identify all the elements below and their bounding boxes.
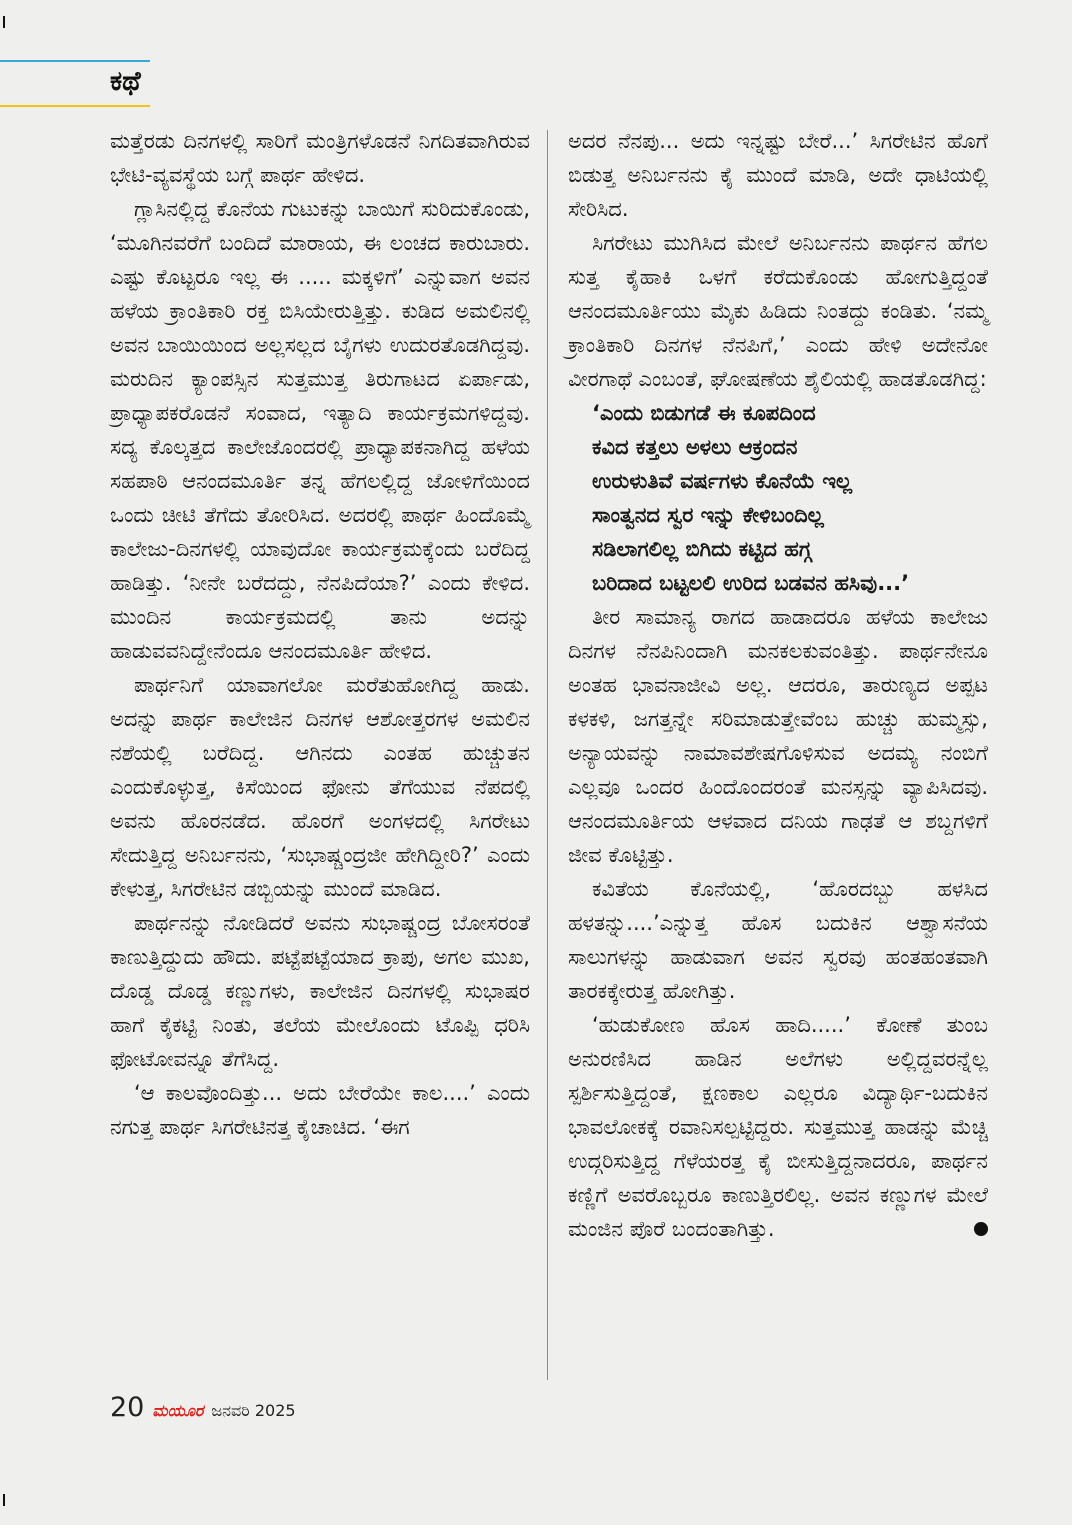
column-divider [547,130,548,1380]
page-number: 20 [110,1392,145,1423]
paragraph-text: ‘ಹುಡುಕೋಣ ಹೊಸ ಹಾದಿ.....’ ಕೋಣೆ ತುಂಬ ಅನುರಣಿಸಿದ ಹಾಡಿನ ಅಲೆಗಳು ಅಲ್ಲಿದ್ದವರನ್ನೆಲ್ಲ ಸ್ಪರ್ಶಿಸುತ್ತಿದ್ದಂತೆ, ಕ್ಷಣಕಾಲ ಎಲ್ಲರೂ ವಿದ್ಯಾರ್ಥಿ-ಬದುಕಿನ ಭಾವಲೋಕಕ್ಕೆ ರವಾನಿಸಲ್ಪಟ್ಟಿದ್ದರು. ಸುತ್ತಮುತ್ತ ಹಾಡನ್ನು ಮೆಚ್ಚಿ ಉದ್ಗರಿಸುತ್ತಿದ್ದ ಗೆಳೆಯರತ್ತ ಕೈ ಬೀಸುತ್ತಿದ್ದನಾದರೂ, ಪಾರ್ಥನ ಕಣ್ಣಿಗೆ ಅವರೊಬ್ಬರೂ ಕಾಣುತ್ತಿರಲಿಲ್ಲ. ಅವನ ಕಣ್ಣುಗಳ ಮೇಲೆ ಮಂಜಿನ ಪೊರೆ ಬಂದಂತಾಗಿತ್ತು. [568,1013,988,1241]
crop-mark-bottom-left [3,1494,5,1506]
paragraph-final [568,1008,988,1246]
page-footer [110,1392,296,1423]
paragraph: ‘ಆ ಕಾಲವೊಂದಿತ್ತು... ಅದು ಬೇರೆಯೇ ಕಾಲ....’ ಎಂದು ನಗುತ್ತ ಪಾರ್ಥ ಸಿಗರೇಟಿನತ್ತ ಕೈಚಾಚಿದ. ‘ಈಗ [110,1081,530,1139]
right-column [568,124,988,1246]
paragraph: ಪಾರ್ಥನನ್ನು ನೋಡಿದರೆ ಅವನು ಸುಭಾಷ್ಚಂದ್ರ ಬೋಸರಂತೆ ಕಾಣುತ್ತಿದ್ದುದು ಹೌದು. ಪಟ್ಟೆಪಟ್ಟೆಯಾದ ಕ್ರಾಪು, ಅಗಲ ಮುಖ, ದೊಡ್ಡ ದೊಡ್ಡ ಕಣ್ಣುಗಳು, ಕಾಲೇಜಿನ ದಿನಗಳಲ್ಲಿ ಸುಭಾಷರ ಹಾಗೆ ಕೈಕಟ್ಟಿ ನಿಂತು, ತಲೆಯ ಮೇಲೊಂದು ಟೊಪ್ಪಿ ಧರಿಸಿ ಫೋಟೋವನ್ನೂ ತೆಗೆಸಿದ್ದ. [110,911,530,1071]
paragraph: ಪಾರ್ಥನಿಗೆ ಯಾವಾಗಲೋ ಮರೆತುಹೋಗಿದ್ದ ಹಾಡು. ಅದನ್ನು ಪಾರ್ಥ ಕಾಲೇಜಿನ ದಿನಗಳ ಆಶೋತ್ತರಗಳ ಅಮಲಿನ ನಶೆಯಲ್ಲಿ ಬರೆದಿದ್ದ. ಆಗಿನದು ಎಂತಹ ಹುಚ್ಚುತನ ಎಂದುಕೊಳ್ಳುತ್ತ, ಕಿಸೆಯಿಂದ ಫೋನು ತೆಗೆಯುವ ನೆಪದಲ್ಲಿ ಅವನು ಹೊರನಡೆದ. ಹೊರಗೆ ಅಂಗಳದಲ್ಲಿ ಸಿಗರೇಟು ಸೇದುತ್ತಿದ್ದ ಅನಿರ್ಬನನು, ‘ಸುಭಾಷ್ಚಂದ್ರಜೀ ಹೇಗಿದ್ದೀರಿ?’ ಎಂದು ಕೇಳುತ್ತ, ಸಿಗರೇಟಿನ ಡಬ್ಬಿಯನ್ನು ಮುಂದೆ ಮಾಡಿದ. [110,673,530,901]
paragraph: ಸಿಗರೇಟು ಮುಗಿಸಿದ ಮೇಲೆ ಅನಿರ್ಬನನು ಪಾರ್ಥನ ಹೆಗಲ ಸುತ್ತ ಕೈಹಾಕಿ ಒಳಗೆ ಕರೆದುಕೊಂಡು ಹೋಗುತ್ತಿದ್ದಂತೆ ಆನಂದಮೂರ್ತಿಯು ಮೈಕು ಹಿಡಿದು ನಿಂತದ್ದು ಕಂಡಿತು. ‘ನಮ್ಮ ಕ್ರಾಂತಿಕಾರಿ ದಿನಗಳ ನೆನಪಿಗೆ,’ ಎಂದು ಹೇಳಿ ಅದೇನೋ ವೀರಗಾಥೆ ಎಂಬಂತೆ, ಘೋಷಣೆಯ ಶೈಲಿಯಲ್ಲಿ ಹಾಡತೊಡಗಿದ್ದ: [568,231,988,391]
paragraph: ಗ್ಲಾಸಿನಲ್ಲಿದ್ದ ಕೊನೆಯ ಗುಟುಕನ್ನು ಬಾಯಿಗೆ ಸುರಿದುಕೊಂಡು, ‘ಮೂಗಿನವರೆಗೆ ಬಂದಿದೆ ಮಾರಾಯ, ಈ ಲಂಚದ ಕಾರುಬಾರು. ಎಷ್ಟು ಕೊಟ್ಟರೂ ಇಲ್ಲ ಈ ..... ಮಕ್ಕಳಿಗೆ’ ಎನ್ನುವಾಗ ಅವನ ಹಳೆಯ ಕ್ರಾಂತಿಕಾರಿ ರಕ್ತ ಬಿಸಿಯೇರುತ್ತಿತ್ತು. ಕುಡಿದ ಅಮಲಿನಲ್ಲಿ ಅವನ ಬಾಯಿಯಿಂದ ಅಲ್ಲಸಲ್ಲದ ಬೈಗಳು ಉದುರತೊಡಗಿದ್ದವು. ಮರುದಿನ ಕ್ಯಾಂಪಸ್ಸಿನ ಸುತ್ತಮುತ್ತ ತಿರುಗಾಟದ ಏರ್ಪಾಡು, ಪ್ರಾಧ್ಯಾಪಕರೊಡನೆ ಸಂವಾದ, ಇತ್ಯಾದಿ ಕಾರ್ಯಕ್ರಮಗಳಿದ್ದವು. ಸದ್ಯ ಕೊಲ್ಕತ್ತದ ಕಾಲೇಜೊಂದರಲ್ಲಿ ಪ್ರಾಧ್ಯಾಪಕನಾಗಿದ್ದ ಹಳೆಯ ಸಹಪಾಠಿ ಆನಂದಮೂರ್ತಿ ತನ್ನ ಹೆಗಲಲ್ಲಿದ್ದ ಜೋಳಿಗೆಯಿಂದ ಒಂದು ಚೀಟಿ ತೆಗೆದು ತೋರಿಸಿದ. ಅದರಲ್ಲಿ ಪಾರ್ಥ ಹಿಂದೊಮ್ಮೆ ಕಾಲೇಜು-ದಿನಗಳಲ್ಲಿ ಯಾವುದೋ ಕಾರ್ಯಕ್ರಮಕ್ಕೆಂದು ಬರೆದಿದ್ದ ಹಾಡಿತ್ತು. ‘ನೀನೇ ಬರೆದದ್ದು, ನೆನಪಿದೆಯಾ?’ ಎಂದು ಕೇಳಿದ. ಮುಂದಿನ ಕಾರ್ಯಕ್ರಮದಲ್ಲಿ ತಾನು ಅದನ್ನು ಹಾಡುವವನಿದ್ದೇನೆಂದೂ ಆನಂದಮೂರ್ತಿ ಹೇಳಿದ. [110,197,530,663]
end-mark-icon [974,1222,988,1236]
crop-mark-top-left [3,16,5,28]
paragraph: ತೀರ ಸಾಮಾನ್ಯ ರಾಗದ ಹಾಡಾದರೂ ಹಳೆಯ ಕಾಲೇಜು ದಿನಗಳ ನೆನಪಿನಿಂದಾಗಿ ಮನಕಲಕುವಂತಿತ್ತು. ಪಾರ್ಥನೇನೂ ಅಂತಹ ಭಾವನಾಜೀವಿ ಅಲ್ಲ. ಆದರೂ, ತಾರುಣ್ಯದ ಅಪ್ಪಟ ಕಳಕಳಿ, ಜಗತ್ತನ್ನೇ ಸರಿಮಾಡುತ್ತೇವೆಂಬ ಹುಚ್ಚು ಹುಮ್ಮಸ್ಸು, ಅನ್ಯಾಯವನ್ನು ನಾಮಾವಶೇಷಗೊಳಿಸುವ ಅದಮ್ಯ ನಂಬಿಗೆ ಎಲ್ಲವೂ ಒಂದರ ಹಿಂದೊಂದರಂತೆ ಮನಸ್ಸನ್ನು ವ್ಯಾಪಿಸಿದವು. ಆನಂದಮೂರ್ತಿಯ ಆಳವಾದ ದನಿಯ ಗಾಢತೆ ಆ ಶಬ್ದಗಳಿಗೆ ಜೀವ ಕೊಟ್ಟಿತ್ತು. [568,605,988,867]
paragraph: ಮತ್ತೆರಡು ದಿನಗಳಲ್ಲಿ ಸಾರಿಗೆ ಮಂತ್ರಿಗಳೊಡನೆ ನಿಗದಿತವಾಗಿರುವ ಭೇಟಿ-ವ್ಯವಸ್ಥೆಯ ಬಗ್ಗೆ ಪಾರ್ಥ ಹೇಳಿದ. [110,129,530,187]
section-rule-blue [0,60,150,62]
issue-date: ಜನವರಿ 2025 [211,1401,296,1420]
left-column [110,124,530,1144]
song-lyrics: ‘ಎಂದು ಬಿಡುಗಡೆ ಈ ಕೂಪದಿಂದ ಕವಿದ ಕತ್ತಲು ಅಳಲು ಆಕ್ರಂದನ ಉರುಳುತಿವೆ ವರ್ಷಗಳು ಕೊನೆಯೆ ಇಲ್ಲ ಸಾಂತ್ವನದ ಸ್ವರ ಇನ್ನು ಕೇಳಿಬಂದಿಲ್ಲ ಸಡಿಲಾಗಲಿಲ್ಲ ಬಿಗಿದು ಕಟ್ಟಿದ ಹಗ್ಗ ಬರಿದಾದ ಬಟ್ಟಲಲಿ ಉರಿದ ಬಡವನ ಹಸಿವು...’ [592,401,910,595]
magazine-logo: ಮಯೂರ [152,1401,204,1420]
section-title: ಕಥೆ [110,66,141,97]
paragraph: ಅದರ ನೆನಪು... ಅದು ಇನ್ನಷ್ಟು ಬೇರೆ...’ ಸಿಗರೇಟಿನ ಹೊಗೆ ಬಿಡುತ್ತ ಅನಿರ್ಬನನು ಕೈ ಮುಂದೆ ಮಾಡಿ, ಅದೇ ಧಾಟಿಯಲ್ಲಿ ಸೇರಿಸಿದ. [568,129,988,221]
paragraph: ಕವಿತೆಯ ಕೊನೆಯಲ್ಲಿ, ‘ಹೊರದಬ್ಬು ಹಳಸಿದ ಹಳತನ್ನು....’ಎನ್ನುತ್ತ ಹೊಸ ಬದುಕಿನ ಆಶ್ವಾಸನೆಯ ಸಾಲುಗಳನ್ನು ಹಾಡುವಾಗ ಅವನ ಸ್ವರವು ಹಂತಹಂತವಾಗಿ ತಾರಕಕ್ಕೇರುತ್ತ ಹೋಗಿತ್ತು. [568,877,988,1003]
section-rule-yellow [0,105,150,107]
